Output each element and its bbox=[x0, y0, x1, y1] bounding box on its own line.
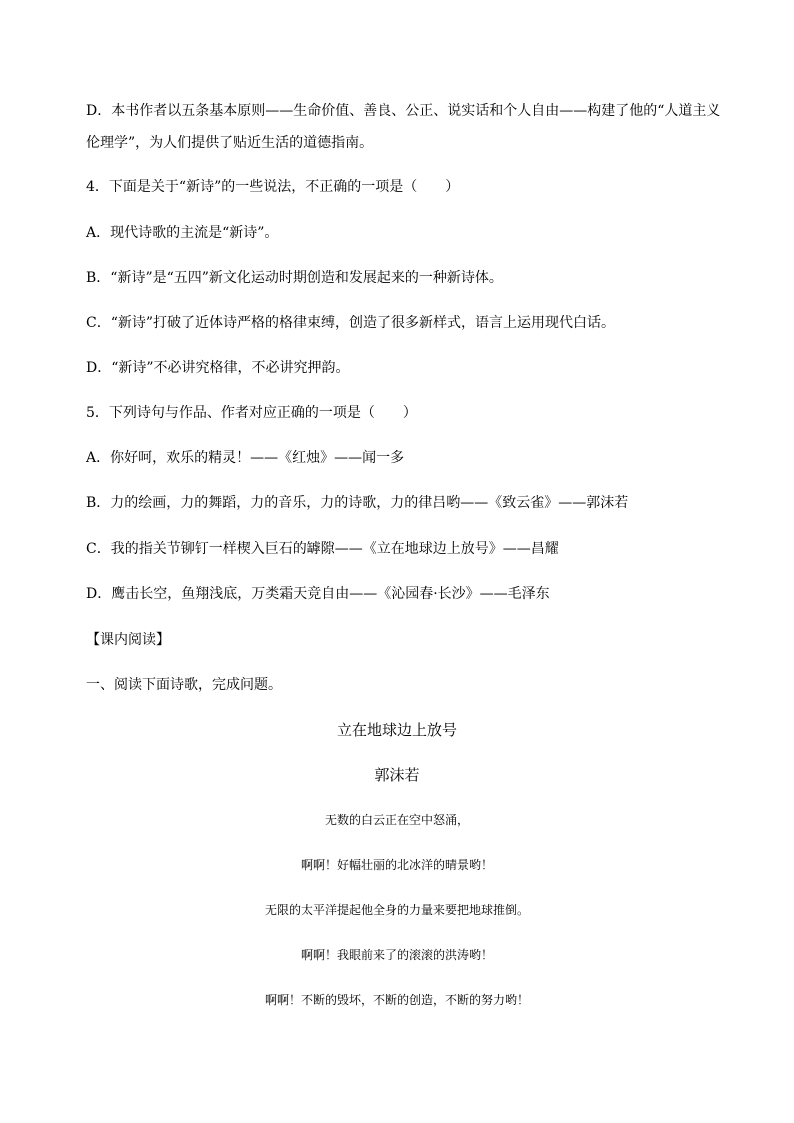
question-5-option-b: B．力的绘画，力的舞蹈，力的音乐，力的诗歌，力的律吕哟——《致云雀》——郭沫若 bbox=[86, 495, 629, 511]
poem-author: 郭沫若 bbox=[374, 766, 420, 784]
poem-line-3: 无限的太平洋提起他全身的力量来要把地球推倒。 bbox=[264, 903, 529, 917]
poem-line-5: 啊啊！不断的毁坏，不断的创造，不断的努力哟！ bbox=[264, 993, 529, 1007]
question-5-option-d: D．鹰击长空，鱼翔浅底，万类霜天竞自由——《沁园春·长沙》——毛泽东 bbox=[86, 586, 550, 602]
poem-line-4: 啊啊！我眼前来了的滚滚的洪涛哟！ bbox=[300, 948, 493, 962]
poem-line-2: 啊啊！好幅壮丽的北冰洋的晴景哟！ bbox=[300, 858, 493, 872]
question-5-option-a: A．你好呵，欢乐的精灵！——《红烛》——闻一多 bbox=[86, 450, 405, 466]
question-5-option-c: C．我的指关节铆钉一样楔入巨石的罅隙——《立在地球边上放号》——昌耀 bbox=[86, 541, 559, 557]
question-4-option-d: D．“新诗”不必讲究格律，不必讲究押韵。 bbox=[86, 360, 350, 376]
q3-option-d-line2: 伦理学”，为人们提供了贴近生活的道德指南。 bbox=[86, 135, 374, 151]
section-heading: 【课内阅读】 bbox=[86, 632, 170, 648]
reading-instruction: 一、阅读下面诗歌，完成问题。 bbox=[86, 677, 282, 693]
question-4-option-c: C．“新诗”打破了近体诗严格的格律束缚，创造了很多新样式，语言上运用现代白话。 bbox=[86, 315, 616, 331]
question-5-stem: 5．下列诗句与作品、作者对应正确的一项是（ ） bbox=[86, 405, 417, 421]
q3-option-d-line1: D．本书作者以五条基本原则——生命价值、善良、公正、说实话和个人自由——构建了他的“人道主义 bbox=[86, 103, 721, 119]
poem-title: 立在地球边上放号 bbox=[336, 721, 457, 739]
poem-line-1: 无数的白云正在空中怒涌， bbox=[324, 813, 469, 827]
question-4-option-b: B．“新诗”是“五四”新文化运动时期创造和发展起来的一种新诗体。 bbox=[86, 270, 503, 286]
question-4-option-a: A．现代诗歌的主流是“新诗”。 bbox=[86, 225, 279, 241]
question-4-stem: 4．下面是关于“新诗”的一些说法，不正确的一项是（ ） bbox=[86, 179, 460, 195]
